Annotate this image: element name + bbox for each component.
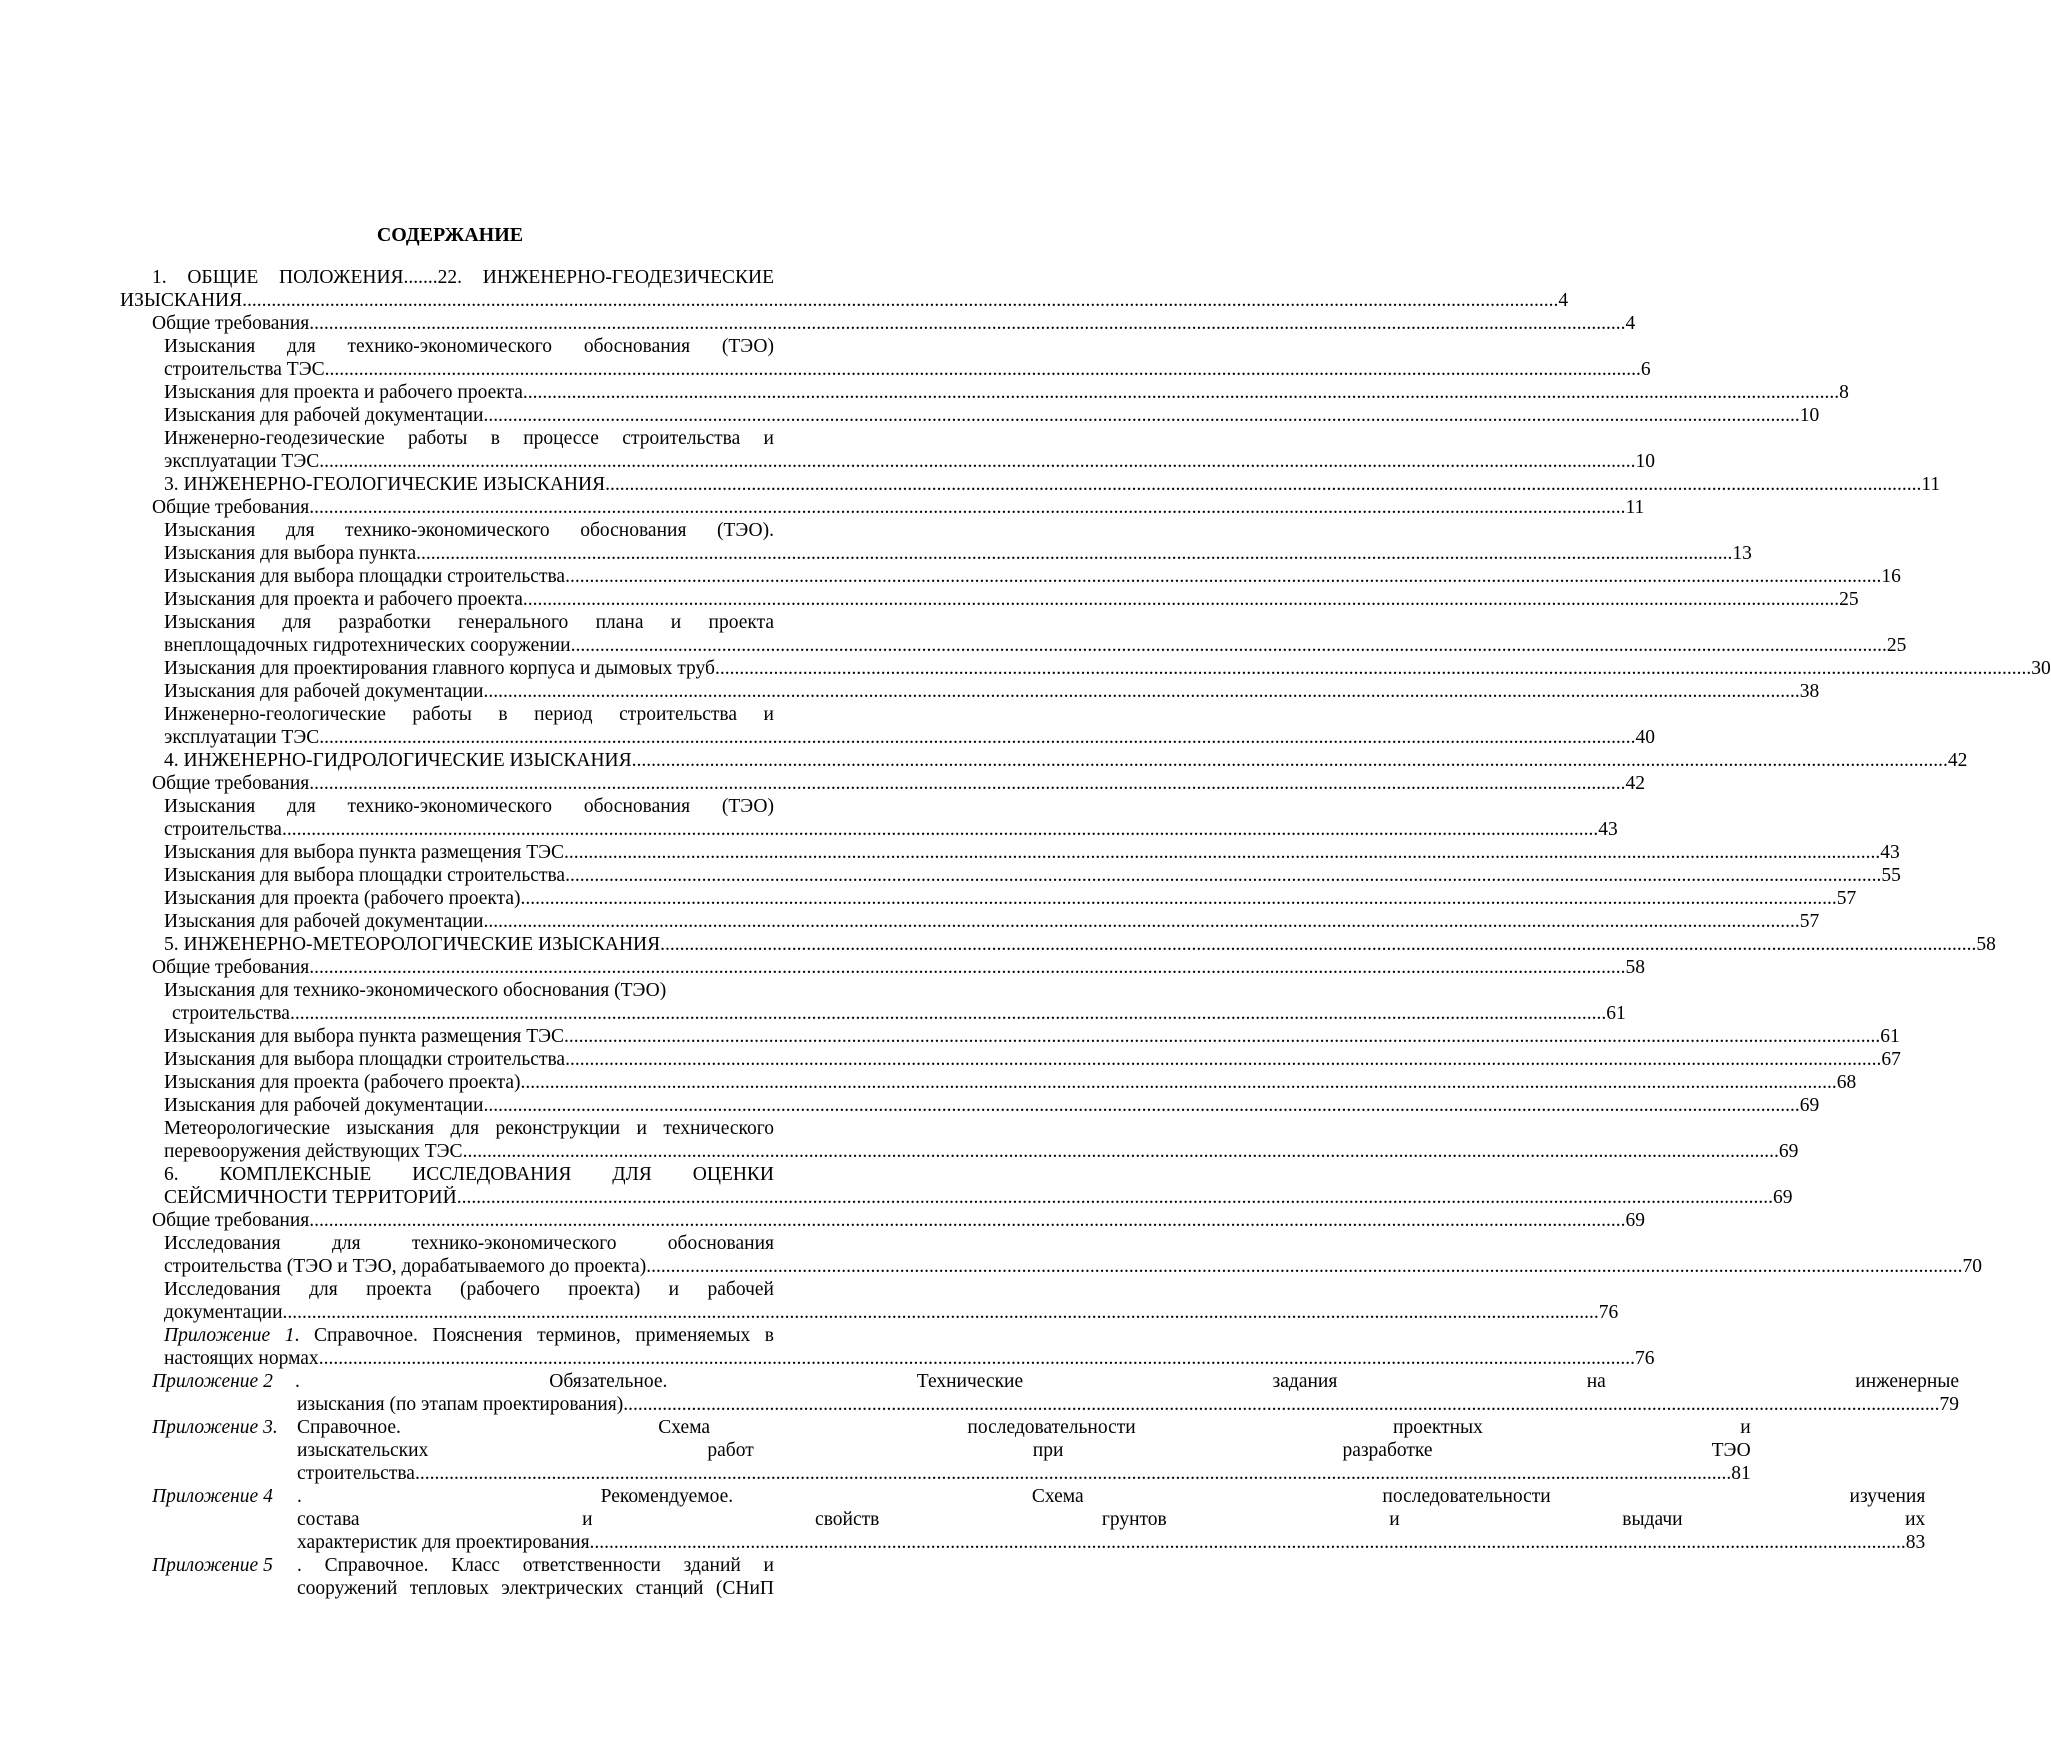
- toc-entry[interactable]: Изыскания для рабочей документации ..... 57: [120, 910, 774, 933]
- page-number: 83: [1905, 1532, 1926, 1553]
- toc-entry-appendix-1[interactable]: Приложение 1. Справочное. Пояснения терминов, применяемых в: [164, 1325, 774, 1346]
- toc-entry-section-6[interactable]: 6. КОМПЛЕКСНЫЕ ИССЛЕДОВАНИЯ ДЛЯ ОЦЕНКИ: [164, 1164, 774, 1185]
- page-number: 40: [1635, 727, 1655, 748]
- page-number: 30: [2031, 658, 2051, 679]
- page-number: 38: [1799, 681, 1820, 702]
- toc-entry[interactable]: Изыскания для рабочей документации ..... 69: [120, 1094, 774, 1117]
- toc-entry[interactable]: Изыскания для технико-экономического обоснования (ТЭО): [164, 336, 774, 357]
- page-number: 69: [1778, 1141, 1799, 1162]
- page-number: 76: [1598, 1302, 1619, 1323]
- toc-entry-appendix-3[interactable]: Приложение 3. Справочное. Схема последовательности проектных и изыскательских работ при разработке ТЭО строительства ..... 81: [120, 1416, 774, 1485]
- page-number: 25: [1839, 589, 1859, 610]
- toc-entry[interactable]: Общие требования ..... 11: [120, 496, 774, 519]
- toc-entry[interactable]: Метеорологические изыскания для реконструкции и технического: [164, 1118, 774, 1139]
- toc-entry-section-5[interactable]: 5. ИНЖЕНЕРНО-МЕТЕОРОЛОГИЧЕСКИЕ ИЗЫСКАНИЯ ..... 58: [120, 933, 774, 956]
- page-number: 43: [1880, 842, 1900, 863]
- page-number: 61: [1606, 1003, 1626, 1024]
- toc-entry-cont[interactable]: эксплуатации ТЭС ..... 10: [120, 450, 774, 473]
- toc-entry[interactable]: Изыскания для разработки генерального плана и проекта: [164, 612, 774, 633]
- page-number: 58: [1625, 957, 1646, 978]
- toc-entry[interactable]: Изыскания для проекта (рабочего проекта) ..... 57: [120, 887, 774, 910]
- toc-entry[interactable]: Изыскания для проектирования главного корпуса и дымовых труб ..... 30: [120, 657, 774, 680]
- toc-entry-section-1[interactable]: 1. ОБЩИЕ ПОЛОЖЕНИЯ.......22. ИНЖЕНЕРНО-ГЕОДЕЗИЧЕСКИЕ: [152, 267, 774, 288]
- toc-entry-appendix-2[interactable]: Приложение 2 . Обязательное. Технические задания на инженерные изыскания (по этапам проектирования) ..... 79: [120, 1370, 774, 1416]
- toc-entry[interactable]: Изыскания для проекта (рабочего проекта) ..... 68: [120, 1071, 774, 1094]
- toc-entry[interactable]: Общие требования ..... 4: [120, 312, 774, 335]
- toc-title: СОДЕРЖАНИЕ: [376, 224, 524, 246]
- toc-entry[interactable]: Общие требования ..... 42: [120, 772, 774, 795]
- toc-entry[interactable]: Изыскания для выбора площадки строительства ..... 67: [120, 1048, 774, 1071]
- page-number: 67: [1881, 1049, 1901, 1070]
- toc-entry[interactable]: Изыскания для технико-экономического обоснования (ТЭО): [164, 980, 667, 1001]
- page-number: 42: [1947, 750, 1968, 771]
- toc-entry[interactable]: Изыскания для рабочей документации ..... 38: [120, 680, 774, 703]
- page-number: 76: [1634, 1348, 1655, 1369]
- toc-entry-section-4[interactable]: 4. ИНЖЕНЕРНО-ГИДРОЛОГИЧЕСКИЕ ИЗЫСКАНИЯ ..... 42: [120, 749, 774, 772]
- table-of-contents: [120, 266, 2051, 1600]
- toc-entry-cont[interactable]: строительства (ТЭО и ТЭО, дорабатываемого до проекта) ..... 70: [120, 1255, 774, 1278]
- page-number: 57: [1799, 911, 1820, 932]
- page-number: 8: [1839, 382, 1849, 403]
- page-number: 81: [1731, 1463, 1751, 1484]
- page-number: 13: [1732, 543, 1752, 564]
- toc-entry-cont[interactable]: внеплощадочных гидротехнических сооружении ..... 25: [120, 634, 774, 657]
- page-number: 25: [1886, 635, 1907, 656]
- toc-entry[interactable]: Общие требования ..... 69: [120, 1209, 774, 1232]
- page-number: 57: [1836, 888, 1857, 909]
- toc-entry-cont[interactable]: перевооружения действующих ТЭС ..... 69: [120, 1140, 774, 1163]
- toc-entry-section-3[interactable]: 3. ИНЖЕНЕРНО-ГЕОЛОГИЧЕСКИЕ ИЗЫСКАНИЯ ..... 11: [120, 473, 774, 496]
- toc-entry-cont[interactable]: строительства ..... 61: [120, 1002, 774, 1025]
- page-number: 4: [1625, 313, 1636, 334]
- page-number: 43: [1598, 819, 1618, 840]
- page-number: 11: [1625, 497, 1645, 518]
- toc-entry[interactable]: Инженерно-геодезические работы в процессе строительства и: [164, 428, 774, 449]
- toc-entry-section-2[interactable]: ИЗЫСКАНИЯ ..... 4: [120, 289, 774, 312]
- toc-entry[interactable]: Изыскания для рабочей документации ..... 10: [120, 404, 774, 427]
- toc-entry[interactable]: Изыскания для технико-экономического обоснования (ТЭО).: [164, 520, 774, 541]
- page-number: 16: [1881, 566, 1901, 587]
- toc-entry-cont[interactable]: строительства ТЭС ..... 6: [120, 358, 774, 381]
- toc-entry[interactable]: Исследования для технико-экономического обоснования: [164, 1233, 774, 1254]
- page-number: 11: [1921, 474, 1941, 495]
- toc-entry-cont[interactable]: СЕЙСМИЧНОСТИ ТЕРРИТОРИЙ ..... 69: [120, 1186, 774, 1209]
- toc-entry[interactable]: Изыскания для проекта и рабочего проекта ..... 8: [120, 381, 774, 404]
- page-number: 68: [1836, 1072, 1857, 1093]
- page-number: 58: [1976, 934, 1996, 955]
- toc-entry[interactable]: Изыскания для выбора пункта размещения ТЭС ..... 61: [120, 1025, 774, 1048]
- page-number: 69: [1799, 1095, 1820, 1116]
- page-number: 55: [1881, 865, 1901, 886]
- toc-entry-appendix-4[interactable]: Приложение 4 . Рекомендуемое. Схема последовательности изучения состава и свойств грунтов и выдачи их характеристик для проектирования ..... 83: [120, 1485, 774, 1554]
- toc-entry[interactable]: Изыскания для технико-экономического обоснования (ТЭО): [164, 796, 774, 817]
- page-number: 69: [1772, 1187, 1793, 1208]
- toc-entry[interactable]: Изыскания для выбора площадки строительства ..... 16: [120, 565, 774, 588]
- toc-entry[interactable]: Исследования для проекта (рабочего проекта) и рабочей: [164, 1279, 774, 1300]
- toc-entry-cont[interactable]: эксплуатации ТЭС ..... 40: [120, 726, 774, 749]
- page-number: 10: [1635, 451, 1655, 472]
- toc-entry-cont[interactable]: документации ..... 76: [120, 1301, 774, 1324]
- page-number: 61: [1880, 1026, 1900, 1047]
- page-number: 6: [1640, 359, 1651, 380]
- toc-entry[interactable]: Изыскания для выбора пункта размещения ТЭС ..... 43: [120, 841, 774, 864]
- toc-entry[interactable]: Инженерно-геологические работы в период строительства и: [164, 704, 774, 725]
- page-number: 69: [1625, 1210, 1646, 1231]
- page-number: 10: [1799, 405, 1820, 426]
- toc-entry-cont[interactable]: настоящих нормах ..... 76: [120, 1347, 774, 1370]
- toc-entry[interactable]: Изыскания для проекта и рабочего проекта ..... 25: [120, 588, 774, 611]
- toc-entry-cont[interactable]: строительства ..... 43: [120, 818, 774, 841]
- page-number: 79: [1939, 1394, 1960, 1415]
- toc-entry-cont[interactable]: Изыскания для выбора пункта ..... 13: [120, 542, 774, 565]
- page-number: 4: [1558, 290, 1569, 311]
- toc-entry-appendix-5[interactable]: Приложение 5 . Справочное. Класс ответственности зданий и сооружений тепловых электрических станций (СНиП: [152, 1555, 774, 1599]
- toc-entry[interactable]: Изыскания для выбора площадки строительства ..... 55: [120, 864, 774, 887]
- toc-entry[interactable]: Общие требования ..... 58: [120, 956, 774, 979]
- page-number: 70: [1962, 1256, 1982, 1277]
- page-number: 42: [1625, 773, 1646, 794]
